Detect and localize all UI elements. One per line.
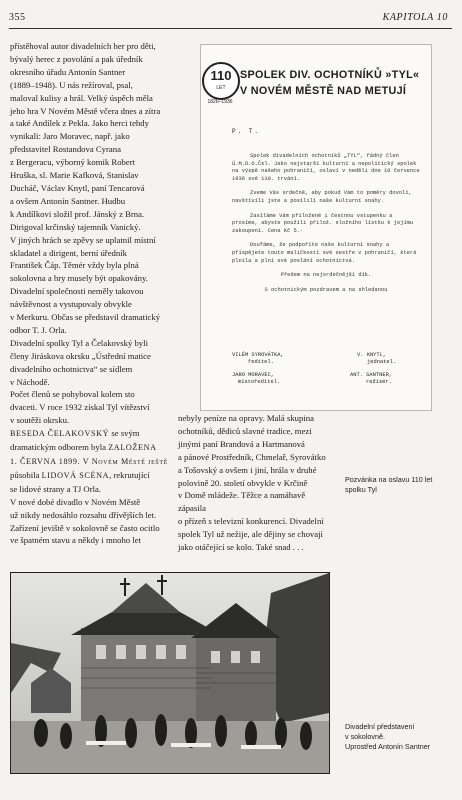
letter-paragraph: S ochotnickým pozdravem a na shledanou [264, 286, 388, 293]
letter-paragraph: Zasíláme Vám přiložené i čestnou vstupenku a prosíme, abyste použili přilož. složního lístku k jejímu zakoupení. Cena Kč 5.- [232, 212, 414, 234]
left-line: přístěhoval autor divadelních her pro děti, [10, 41, 156, 51]
mid-line: jako otáčející se kolo. Také snad . . . [178, 542, 304, 553]
left-line: v Náchodě. [10, 376, 50, 387]
left-line: okresního úřadu Antonín Santner [10, 66, 126, 77]
left-line: divadelního ochotnictva“ se sídlem [10, 363, 133, 374]
left-line: František Čáp. Těmér vždy byla plná [10, 260, 139, 271]
left-line: 1. ČERVNA 1899. V Novém Městě ještě [10, 457, 168, 466]
letter-paragraph: Doufáme, že podpoříte naše kulturní snahy a přispějete touto maličkostí své sestře v pohraničí, která plnila a plní své poslání ochotnictva. [232, 242, 417, 264]
mid-line: o přízeň s televizní konkurencí. Divadelní [178, 516, 324, 527]
left-line: (1889–1948). U nás režíroval, psal, [10, 79, 133, 90]
mid-line: nebyly peníze na opravy. Malá skupina [178, 413, 314, 423]
left-line: vynikali: Jaro Moravec, např. jako [10, 131, 130, 142]
left-line: a ovšem Antonín Santner. Hudbu [10, 195, 126, 206]
left-text-column [10, 40, 180, 547]
left-line: z Bergeracu, výborný komik Robert [10, 157, 136, 168]
mid-line: a Tošovský a ovšem i jiní, hrála v druhé [178, 464, 317, 475]
signature-3: JARO MORAVEC, místoředitel. [232, 372, 281, 386]
middle-text-column [178, 412, 333, 554]
letter-heading-1: SPOLEK DIV. OCHOTNÍKŮ »TYL« [240, 69, 420, 81]
signature-2: V. KNYTL, jednatel. [357, 352, 397, 366]
letter-salutation: P. T. [232, 128, 261, 135]
letter-paragraph: Spolek divadelních ochotníků „TYL“, řádný člen Ú.M.D.O.Čsl. Jako nejstarší kulturní a nepolitický spolek na výspě našeho pohraničí, oslaví v neděli dne 10 července 1936 své 110. trvání. [232, 153, 420, 182]
left-line: ve špatném stavu a někdy i mnoho let [10, 535, 142, 546]
left-line: se lidové strany a TJ Orla. [10, 483, 102, 494]
left-line: maloval kulisy a hrál. Velký úspěch měla [10, 92, 153, 103]
letter-heading-2: V NOVÉM MĚSTĚ NAD METUJÍ [240, 85, 407, 97]
mid-line: a pánové Prostředník, Chmelař, Syrovátko [178, 451, 326, 462]
left-line: Divadelní společnosti neměly takovou [10, 286, 144, 297]
left-line: dvaceti. V roce 1932 získal Tyl vítězství [10, 402, 150, 413]
logo-number: 110 [210, 68, 232, 83]
left-line: jeho hra V Novém Městě včera dnes a zítra [10, 105, 161, 116]
beseda-heading: BESEDA ČELAKOVSKÝ [10, 429, 110, 439]
photo-illustration [11, 573, 329, 773]
mid-line: jinými paní Brandová a Hartmanová [178, 438, 305, 449]
left-line: Počet členů se pohyboval kolem sto [10, 389, 135, 400]
left-line: Dirigoval krčinský tajemník Vanický. [10, 221, 141, 232]
chapter-title: KAPITOLA 10 [382, 12, 448, 23]
mid-line: polovině 20. století obvykle v Krčině [178, 477, 308, 488]
mid-line: v Domě mládeže. Těžce a namáhavě zápasila [178, 490, 306, 514]
left-line: členy Jiráskova okrsku „Ústřední matice [10, 350, 151, 361]
mid-line: ochotníků, dědiců slavné tradice, mezi [178, 425, 312, 436]
left-line: V jiných hrách se zpěvy se uplatnil místní [10, 234, 156, 245]
theatre-photo [10, 572, 330, 774]
letter-paragraph: Předem na nejsrdečnější dík. [280, 272, 372, 279]
left-line: BESEDA ČELAKOVSKÝ se svým [10, 428, 140, 439]
mid-line: spolek Tyl už nežije, ale dějiny se chovají [178, 529, 323, 540]
left-line: sokolovna a hry musely být opakovány. [10, 273, 148, 284]
signature-1: VILÉM SYROVÁTKA, ředitel. [232, 352, 284, 366]
left-line: návštěvnost a vystupovaly obvykle [10, 299, 132, 310]
left-line: působila LIDOVÁ SCÉNA, rekrutující [10, 469, 150, 480]
photo-caption: Divadelní představení v sokolovně. Uprostřed Antonín Santner [345, 722, 431, 751]
left-line: dramatickým odborem byla ZALOŽENA [10, 442, 157, 453]
logo-years: 1826–1936 [207, 99, 233, 105]
left-line: v Merkuru. Občas se představil dramatický [10, 312, 161, 323]
left-line: Divadelní spolky Tyl a Čelakovský byli [10, 337, 148, 348]
left-line: Ducháč, Václav Knytl, paní Tencarová [10, 182, 145, 193]
letter-body [232, 153, 420, 301]
letter-caption: Pozvánka na oslavu 110 let spolku Tyl [345, 475, 433, 494]
left-line: a také Andílek z Pekla. Jako herci tehdy [10, 118, 149, 129]
anniversary-logo [202, 62, 240, 100]
left-line: k Andílkovi složil prof. Jánský z Brna. [10, 208, 145, 219]
left-line: skladatel a dirigent, berní úředník [10, 247, 128, 258]
left-line: v soutěži okrsku. [10, 415, 70, 426]
page-number: 355 [9, 12, 26, 23]
left-line: představitel Rostandova Cyrana [10, 144, 121, 155]
left-line: odbor T. J. Orla. [10, 324, 67, 335]
logo-sub: LET [216, 85, 226, 91]
header-rule [9, 28, 452, 29]
left-line: bývalý herec z povolání a pak úředník [10, 53, 143, 64]
left-line: už nikdy nedosáhlo rozsahu dřívějších let. [10, 509, 157, 520]
left-line: Zařízení jeviště v sokolovně se často ocitlo [10, 522, 160, 533]
signature-4: ANT. SANTNER, režisér. [350, 372, 393, 386]
left-line: V nové dobé divadlo v Novém Městě [10, 496, 141, 507]
letter-paragraph: Zveme Vás srdečně, aby pokud Vám to poměry dovolí, navštívili jste a posílili naše kulturní snahy. [232, 190, 412, 204]
left-line: Hruška, sl. Marie Kafková, Stanislav [10, 170, 139, 181]
